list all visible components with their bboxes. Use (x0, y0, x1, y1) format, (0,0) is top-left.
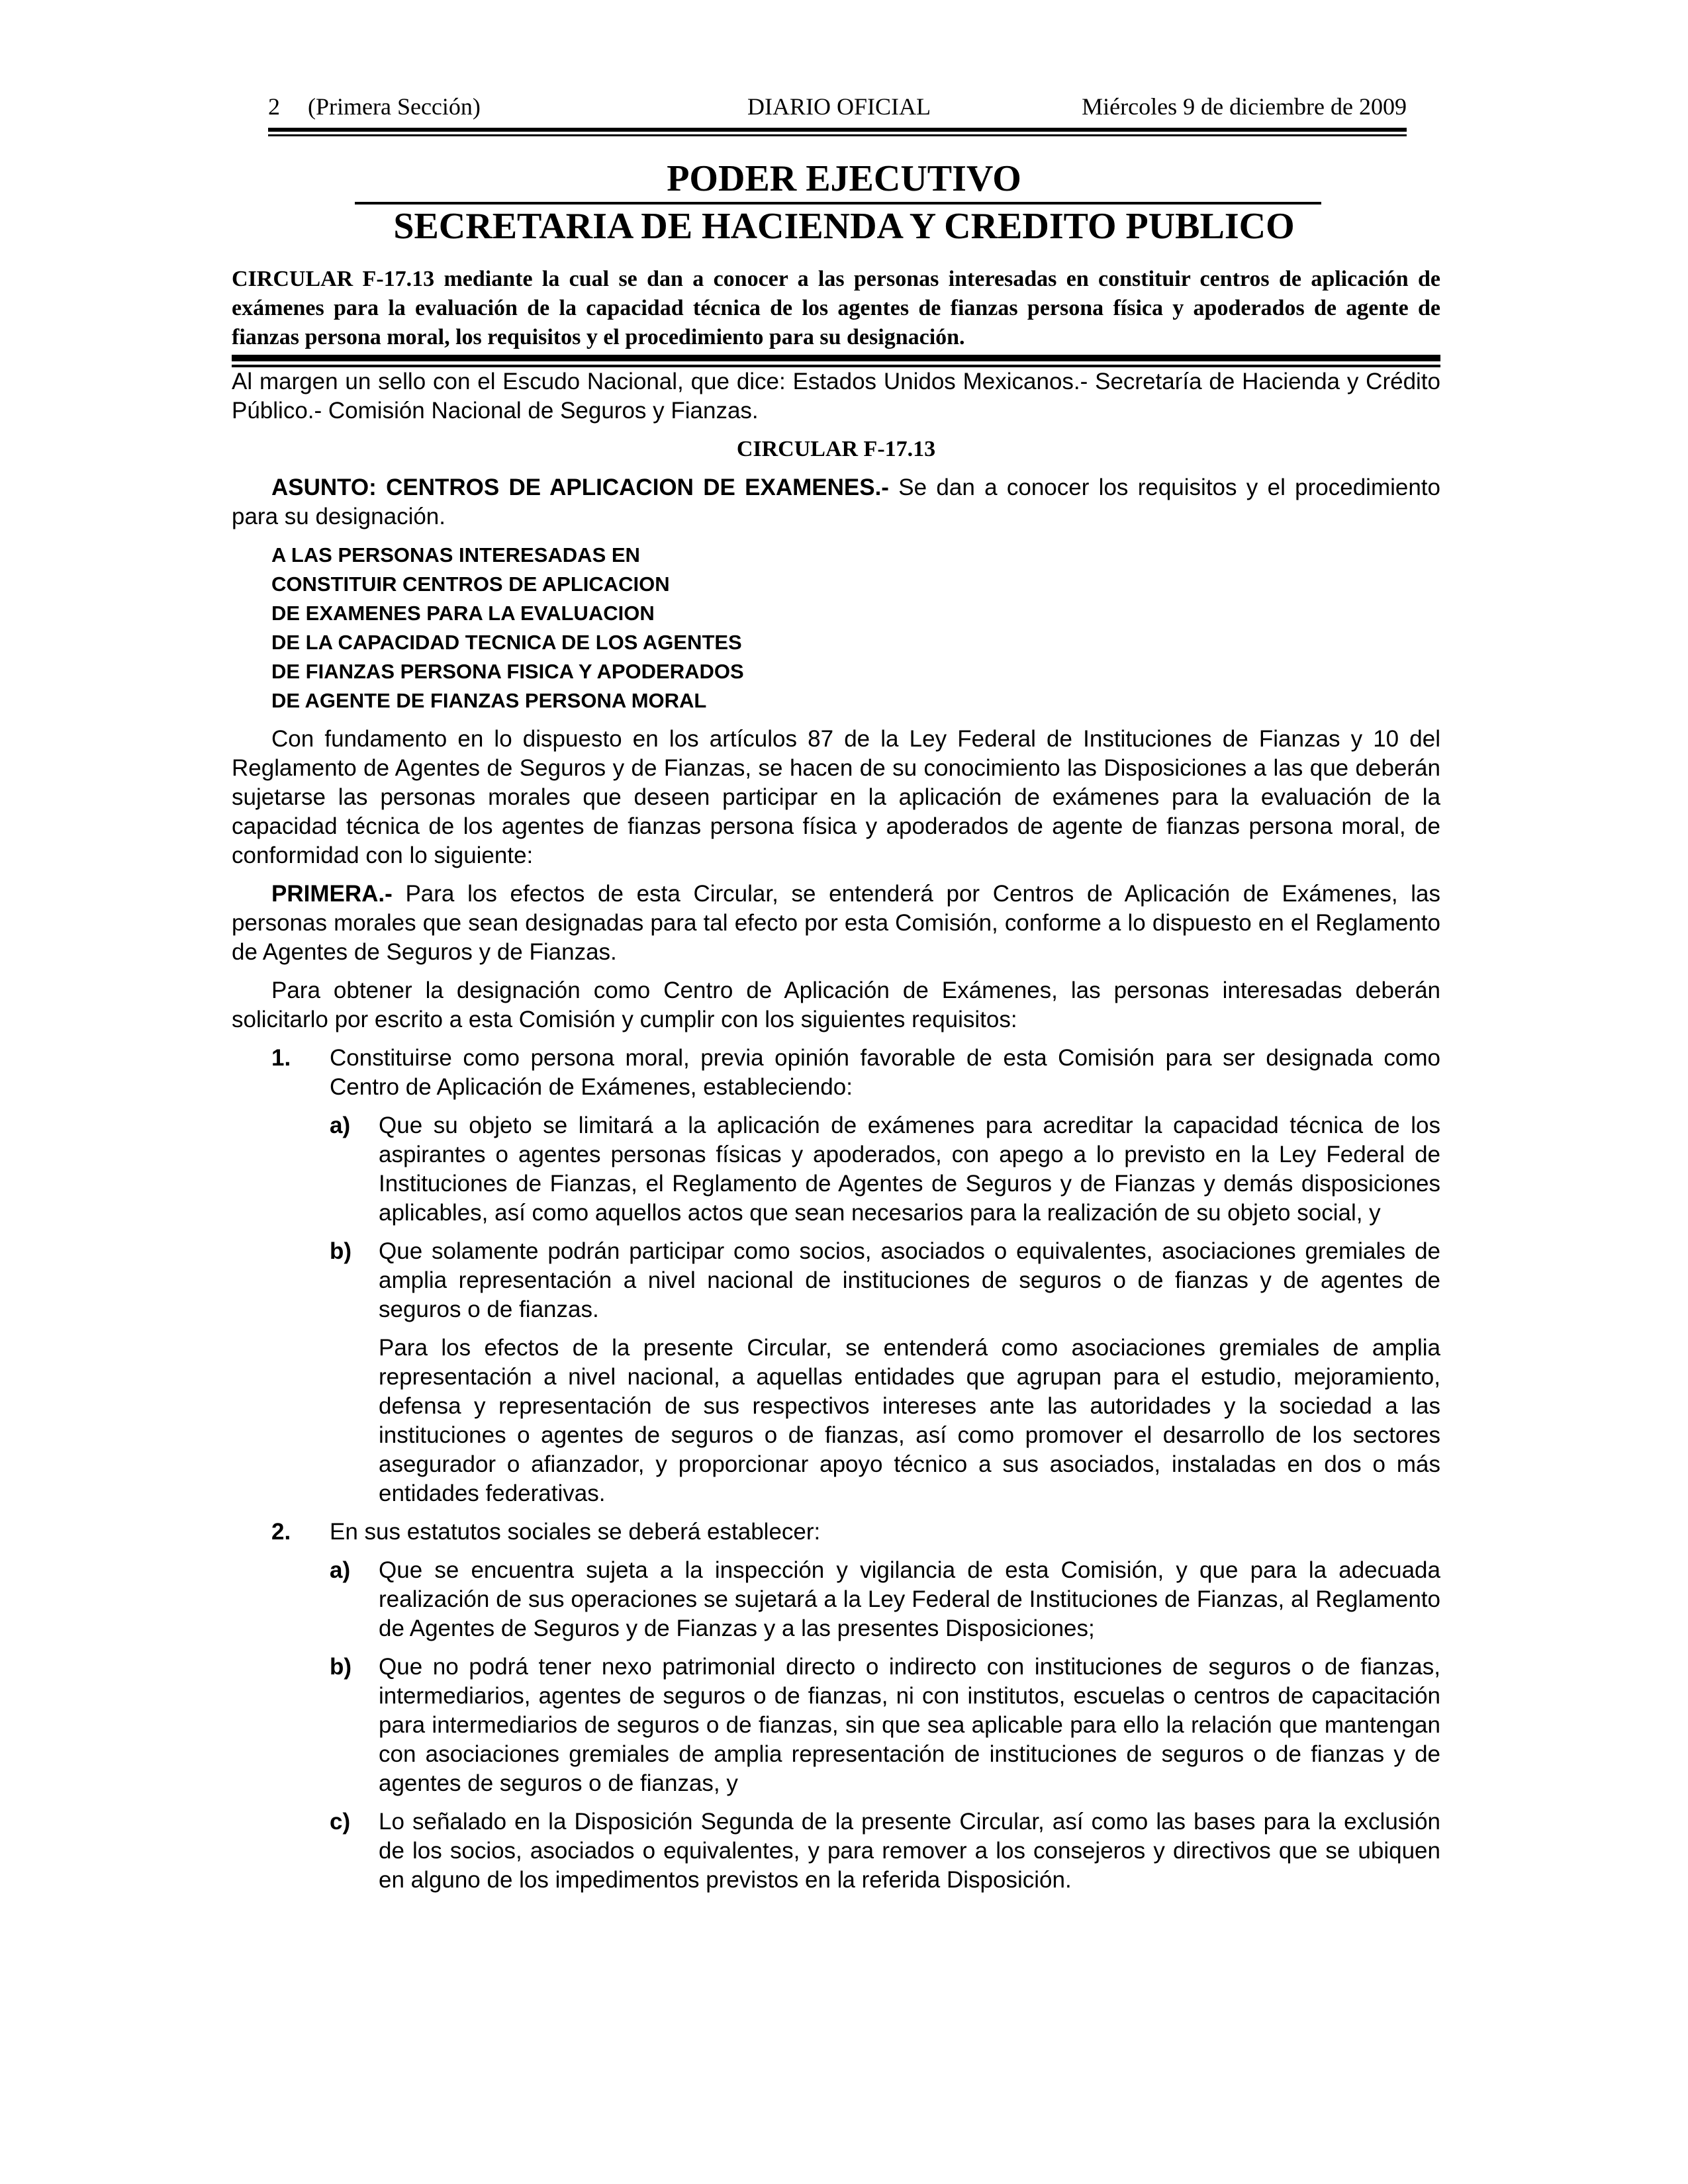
subitem-text: Lo señalado en la Disposición Segunda de la presente Circular, así como las bases para la exclusión de los socios, asociados o equivalentes, y para remover a los consejeros y directivos que se ubiquen en alguno de los impedimentos previstos en la referida Disposición. (379, 1809, 1440, 1893)
requirement-subitem (330, 1111, 1440, 1228)
addressee-line: DE AGENTE DE FIANZAS PERSONA MORAL (271, 689, 707, 712)
subitem-letter: a) (330, 1113, 351, 1138)
requirement-subitem (330, 1556, 1440, 1643)
addressee-block (271, 541, 1440, 715)
primera-text: Para los efectos de esta Circular, se entenderá por Centros de Aplicación de Exámenes, las personas morales que sean designadas para tal efecto por esta Comisión, conforme a lo dispuesto en el Reglamento de Agentes de Seguros y de Fianzas. (232, 881, 1440, 965)
asunto-text: Se dan a conocer los requisitos y el procedimiento para su designación. (232, 475, 1440, 529)
requirement-subitem (330, 1653, 1440, 1798)
requirement-item (271, 1518, 1440, 1547)
addressee-line: CONSTITUIR CENTROS DE APLICACION (271, 572, 670, 596)
subitem-letter: b) (330, 1238, 352, 1264)
circular-label: CIRCULAR F-17.13 (736, 437, 936, 461)
page-number: 2 (268, 93, 280, 120)
subitem-letter: b) (330, 1654, 352, 1680)
subitem-text: Que solamente podrán participar como socios, asociados o equivalentes, asociaciones gremiales de amplia representación a nivel nacional de instituciones de seguros o de fianzas y de agentes de seguros o de fianzas. (379, 1238, 1440, 1322)
subitem-letter: c) (330, 1809, 351, 1835)
primera-paragraph (232, 880, 1440, 967)
subitem-letter: a) (330, 1557, 351, 1583)
subitem-text: Que se encuentra sujeta a la inspección y vigilancia de esta Comisión, y que para la adecuada realización de sus operaciones se sujetará a la Ley Federal de Instituciones de Fianzas, al Reglamento de Agentes de Seguros y de Fianzas y a las presentes Disposiciones; (379, 1557, 1440, 1641)
section-rule-thick (232, 355, 1440, 361)
asunto-label: ASUNTO: CENTROS DE APLICACION DE EXAMENES.- (271, 475, 889, 500)
subitem-text: Que su objeto se limitará a la aplicación de exámenes para acreditar la capacidad técnica de los aspirantes o agentes personas físicas y apoderados, con apego a lo previsto en la Ley Federal de Instituciones de Fianzas, el Reglamento de Agentes de Seguros y de Fianzas y demás disposiciones aplicables, así como aquellos actos que sean necesarios para la realización de su objeto social, y (379, 1113, 1440, 1226)
title-divider (355, 202, 1321, 205)
margin-note: Al margen un sello con el Escudo Nacional, que dice: Estados Unidos Mexicanos.- Secretaría de Hacienda y Crédito Público.- Comisión Nacional de Seguros y Fianzas. (232, 369, 1440, 424)
section-label: (Primera Sección) (308, 93, 481, 120)
addressee-line: DE FIANZAS PERSONA FISICA Y APODERADOS (271, 660, 744, 683)
header-rule-thin (268, 134, 1407, 136)
asunto-paragraph (232, 473, 1440, 531)
publication-date: Miércoles 9 de diciembre de 2009 (1082, 93, 1407, 120)
requirement-item (271, 1044, 1440, 1102)
primera-label: PRIMERA.- (271, 881, 393, 907)
circular-title: CIRCULAR F-17.13 mediante la cual se dan a conocer a las personas interesadas en constituir centros de aplicación de exámenes para la evaluación de la capacidad técnica de los agentes de fianzas persona física y apoderados de agente de fianzas persona moral, los requisitos y el procedimiento para su designación. (232, 267, 1440, 349)
addressee-line: DE EXAMENES PARA LA EVALUACION (271, 602, 655, 625)
designacion-paragraph: Para obtener la designación como Centro de Aplicación de Exámenes, las personas interesadas deberán solicitarlo por escrito a esta Comisión y cumplir con los siguientes requisitos: (232, 978, 1440, 1032)
subitem-text: Que no podrá tener nexo patrimonial directo o indirecto con instituciones de seguros o de fianzas, intermediarios, agentes de seguros o de fianzas, ni con institutos, escuelas o centros de capacitación para intermediarios de seguros o de fianzas, sin que sea aplicable para ello la relación que mantengan con asociaciones gremiales de amplia representación de instituciones de seguros o de fianzas y de agentes de seguros o de fianzas, y (379, 1654, 1440, 1796)
branch-title: PODER EJECUTIVO (667, 158, 1021, 199)
ministry-title: SECRETARIA DE HACIENDA Y CREDITO PUBLICO (393, 206, 1295, 247)
requirement-number: 1. (271, 1045, 291, 1071)
addressee-line: DE LA CAPACIDAD TECNICA DE LOS AGENTES (271, 631, 742, 654)
publication-name: DIARIO OFICIAL (747, 93, 931, 120)
header-rule-thick (268, 128, 1407, 132)
document-body (232, 367, 1440, 1904)
requirement-text: En sus estatutos sociales se deberá establecer: (330, 1519, 821, 1545)
requirement-subitem (330, 1807, 1440, 1895)
fundamento-paragraph: Con fundamento en lo dispuesto en los artículos 87 de la Ley Federal de Instituciones de Fianzas y 10 del Reglamento de Agentes de Seguros y de Fianzas, se hacen de su conocimiento las Disposiciones a las que deberán sujetarse las personas morales que deseen participar en la aplicación de exámenes para la evaluación de la capacidad técnica de los agentes de fianzas persona física y apoderados de agente de fianzas persona moral, de conformidad con lo siguiente: (232, 726, 1440, 868)
requirement-note: Para los efectos de la presente Circular, se entenderá como asociaciones gremiales de amplia representación a nivel nacional, a aquellas entidades que agrupan para el estudio, mejoramiento, defensa y representación de sus respectivos intereses ante las autoridades y la sociedad a las instituciones o agentes de seguros o de fianzas, así como promover el desarrollo de los sectores asegurador o afianzador, y proporcionar apoyo técnico a sus asociados, instaladas en dos o más entidades federativas. (379, 1335, 1440, 1506)
requirement-subitem (330, 1237, 1440, 1324)
page-header (268, 93, 1407, 126)
requirement-text: Constituirse como persona moral, previa opinión favorable de esta Comisión para ser designada como Centro de Aplicación de Exámenes, estableciendo: (330, 1045, 1440, 1100)
requirement-number: 2. (271, 1519, 291, 1545)
addressee-line: A LAS PERSONAS INTERESADAS EN (271, 543, 640, 567)
